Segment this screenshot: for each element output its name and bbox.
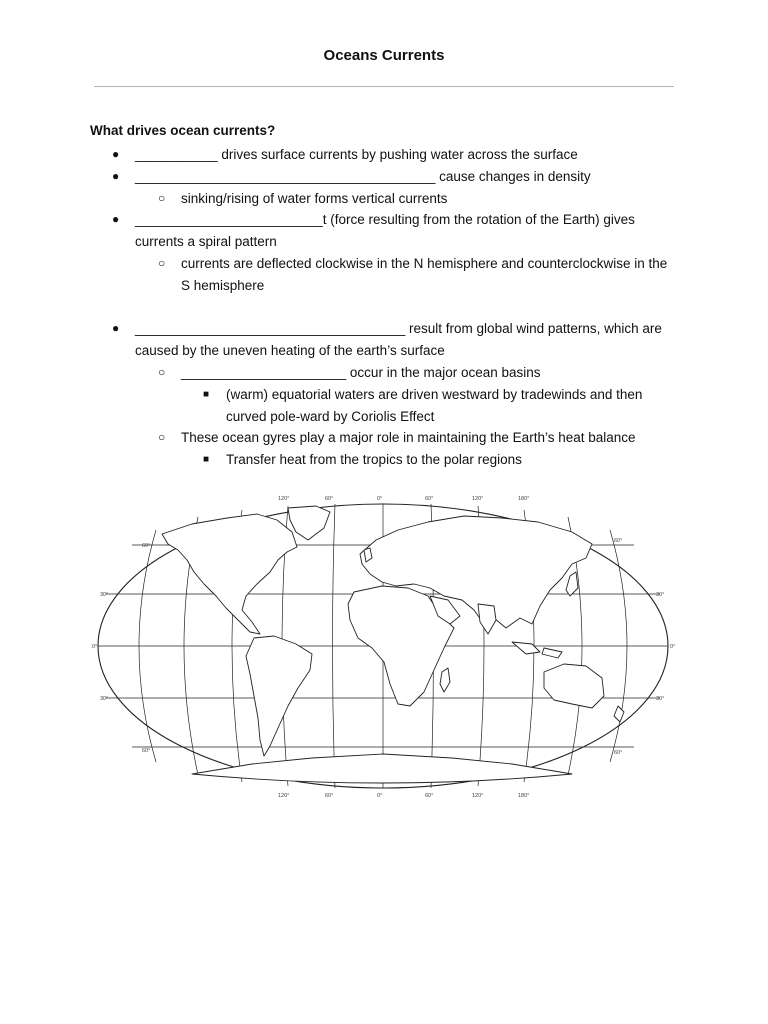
- item-text: Transfer heat from the tropics to the polar regions: [226, 452, 522, 468]
- section-heading: What drives ocean currents?: [90, 123, 276, 138]
- list-item: [0, 209, 768, 253]
- greenland-shape: [288, 506, 330, 540]
- longitude-label: 180°: [518, 496, 530, 502]
- japan-shape: [566, 572, 578, 596]
- list-item: [0, 318, 768, 362]
- bullet-icon: ●: [112, 147, 120, 161]
- item-text: currents are deflected clockwise in the N hemisphere and counterclockwise in the S hemisphere: [181, 255, 668, 293]
- item-text: These ocean gyres play a major role in maintaining the Earth’s heat balance: [181, 430, 636, 446]
- square-bullet-icon: ■: [203, 454, 210, 466]
- latitude-label: 0°: [670, 644, 676, 650]
- latitude-label: 60°: [614, 750, 623, 756]
- square-bullet-icon: ■: [203, 388, 210, 400]
- item-text: ____________________________________ result from global wind patterns, which are caused by the uneven heating of the earth’s surface: [135, 321, 662, 359]
- bullet-list: [0, 144, 768, 471]
- list-item: [0, 427, 768, 449]
- india-shape: [478, 604, 496, 634]
- hollow-bullet-icon: ○: [158, 430, 166, 445]
- list-item: [0, 253, 768, 297]
- hollow-bullet-icon: ○: [158, 364, 166, 379]
- longitude-label: 120°: [278, 496, 290, 502]
- latitude-label: 30°: [656, 592, 665, 598]
- item-text: sinking/rising of water forms vertical currents: [181, 190, 448, 206]
- item-text: ___________ drives surface currents by pushing water across the surface: [135, 147, 578, 162]
- world-map-svg: [92, 492, 680, 798]
- longitude-label: 60°: [425, 793, 434, 798]
- item-text: ________________________________________ cause changes in density: [135, 168, 591, 184]
- latitude-label: 30°: [100, 696, 109, 702]
- page-title: Oceans Currents: [323, 47, 445, 64]
- list-item: [0, 384, 768, 428]
- longitude-label: 120°: [472, 496, 484, 502]
- bullet-icon: ●: [112, 212, 120, 227]
- latitude-label: 60°: [142, 543, 151, 549]
- title-divider: [94, 86, 674, 87]
- hollow-bullet-icon: ○: [158, 255, 166, 270]
- item-text: _________________________t (force resulting from the rotation of the Earth) gives currents a spiral pattern: [135, 212, 635, 250]
- madagascar-shape: [440, 668, 450, 692]
- latitude-label: 0°: [92, 644, 98, 650]
- north-america-shape: [162, 514, 297, 634]
- list-item: [0, 166, 768, 188]
- longitude-label: 60°: [425, 496, 434, 502]
- longitude-label: 180°: [518, 793, 530, 798]
- latitude-label: 60°: [142, 748, 151, 754]
- hollow-bullet-icon: ○: [158, 190, 166, 205]
- longitude-label: 0°: [377, 496, 383, 502]
- bullet-icon: ●: [112, 168, 120, 183]
- latitude-label: 30°: [656, 696, 665, 702]
- south-america-shape: [246, 636, 312, 756]
- longitude-label: 0°: [377, 793, 383, 798]
- longitude-label: 120°: [278, 793, 290, 798]
- list-item: [0, 362, 768, 384]
- new-zealand-shape: [614, 706, 624, 722]
- bullet-icon: ●: [112, 321, 120, 336]
- indonesia-shape: [512, 642, 562, 658]
- longitude-label: 60°: [325, 496, 334, 502]
- antarctica-shape: [192, 754, 572, 783]
- latitude-label: 30°: [100, 592, 109, 598]
- list-item: [0, 449, 768, 471]
- longitude-label: 120°: [472, 793, 484, 798]
- list-item: [0, 144, 768, 166]
- longitude-label: 60°: [325, 793, 334, 798]
- item-text: ______________________ occur in the major ocean basins: [181, 364, 541, 380]
- item-text: (warm) equatorial waters are driven westward by tradewinds and then curved pole-ward by Coriolis Effect: [226, 386, 643, 424]
- latitude-label: 60°: [614, 538, 623, 544]
- list-item: [0, 188, 768, 210]
- list-spacer: [0, 297, 768, 319]
- world-map: [92, 492, 680, 798]
- australia-shape: [544, 664, 604, 708]
